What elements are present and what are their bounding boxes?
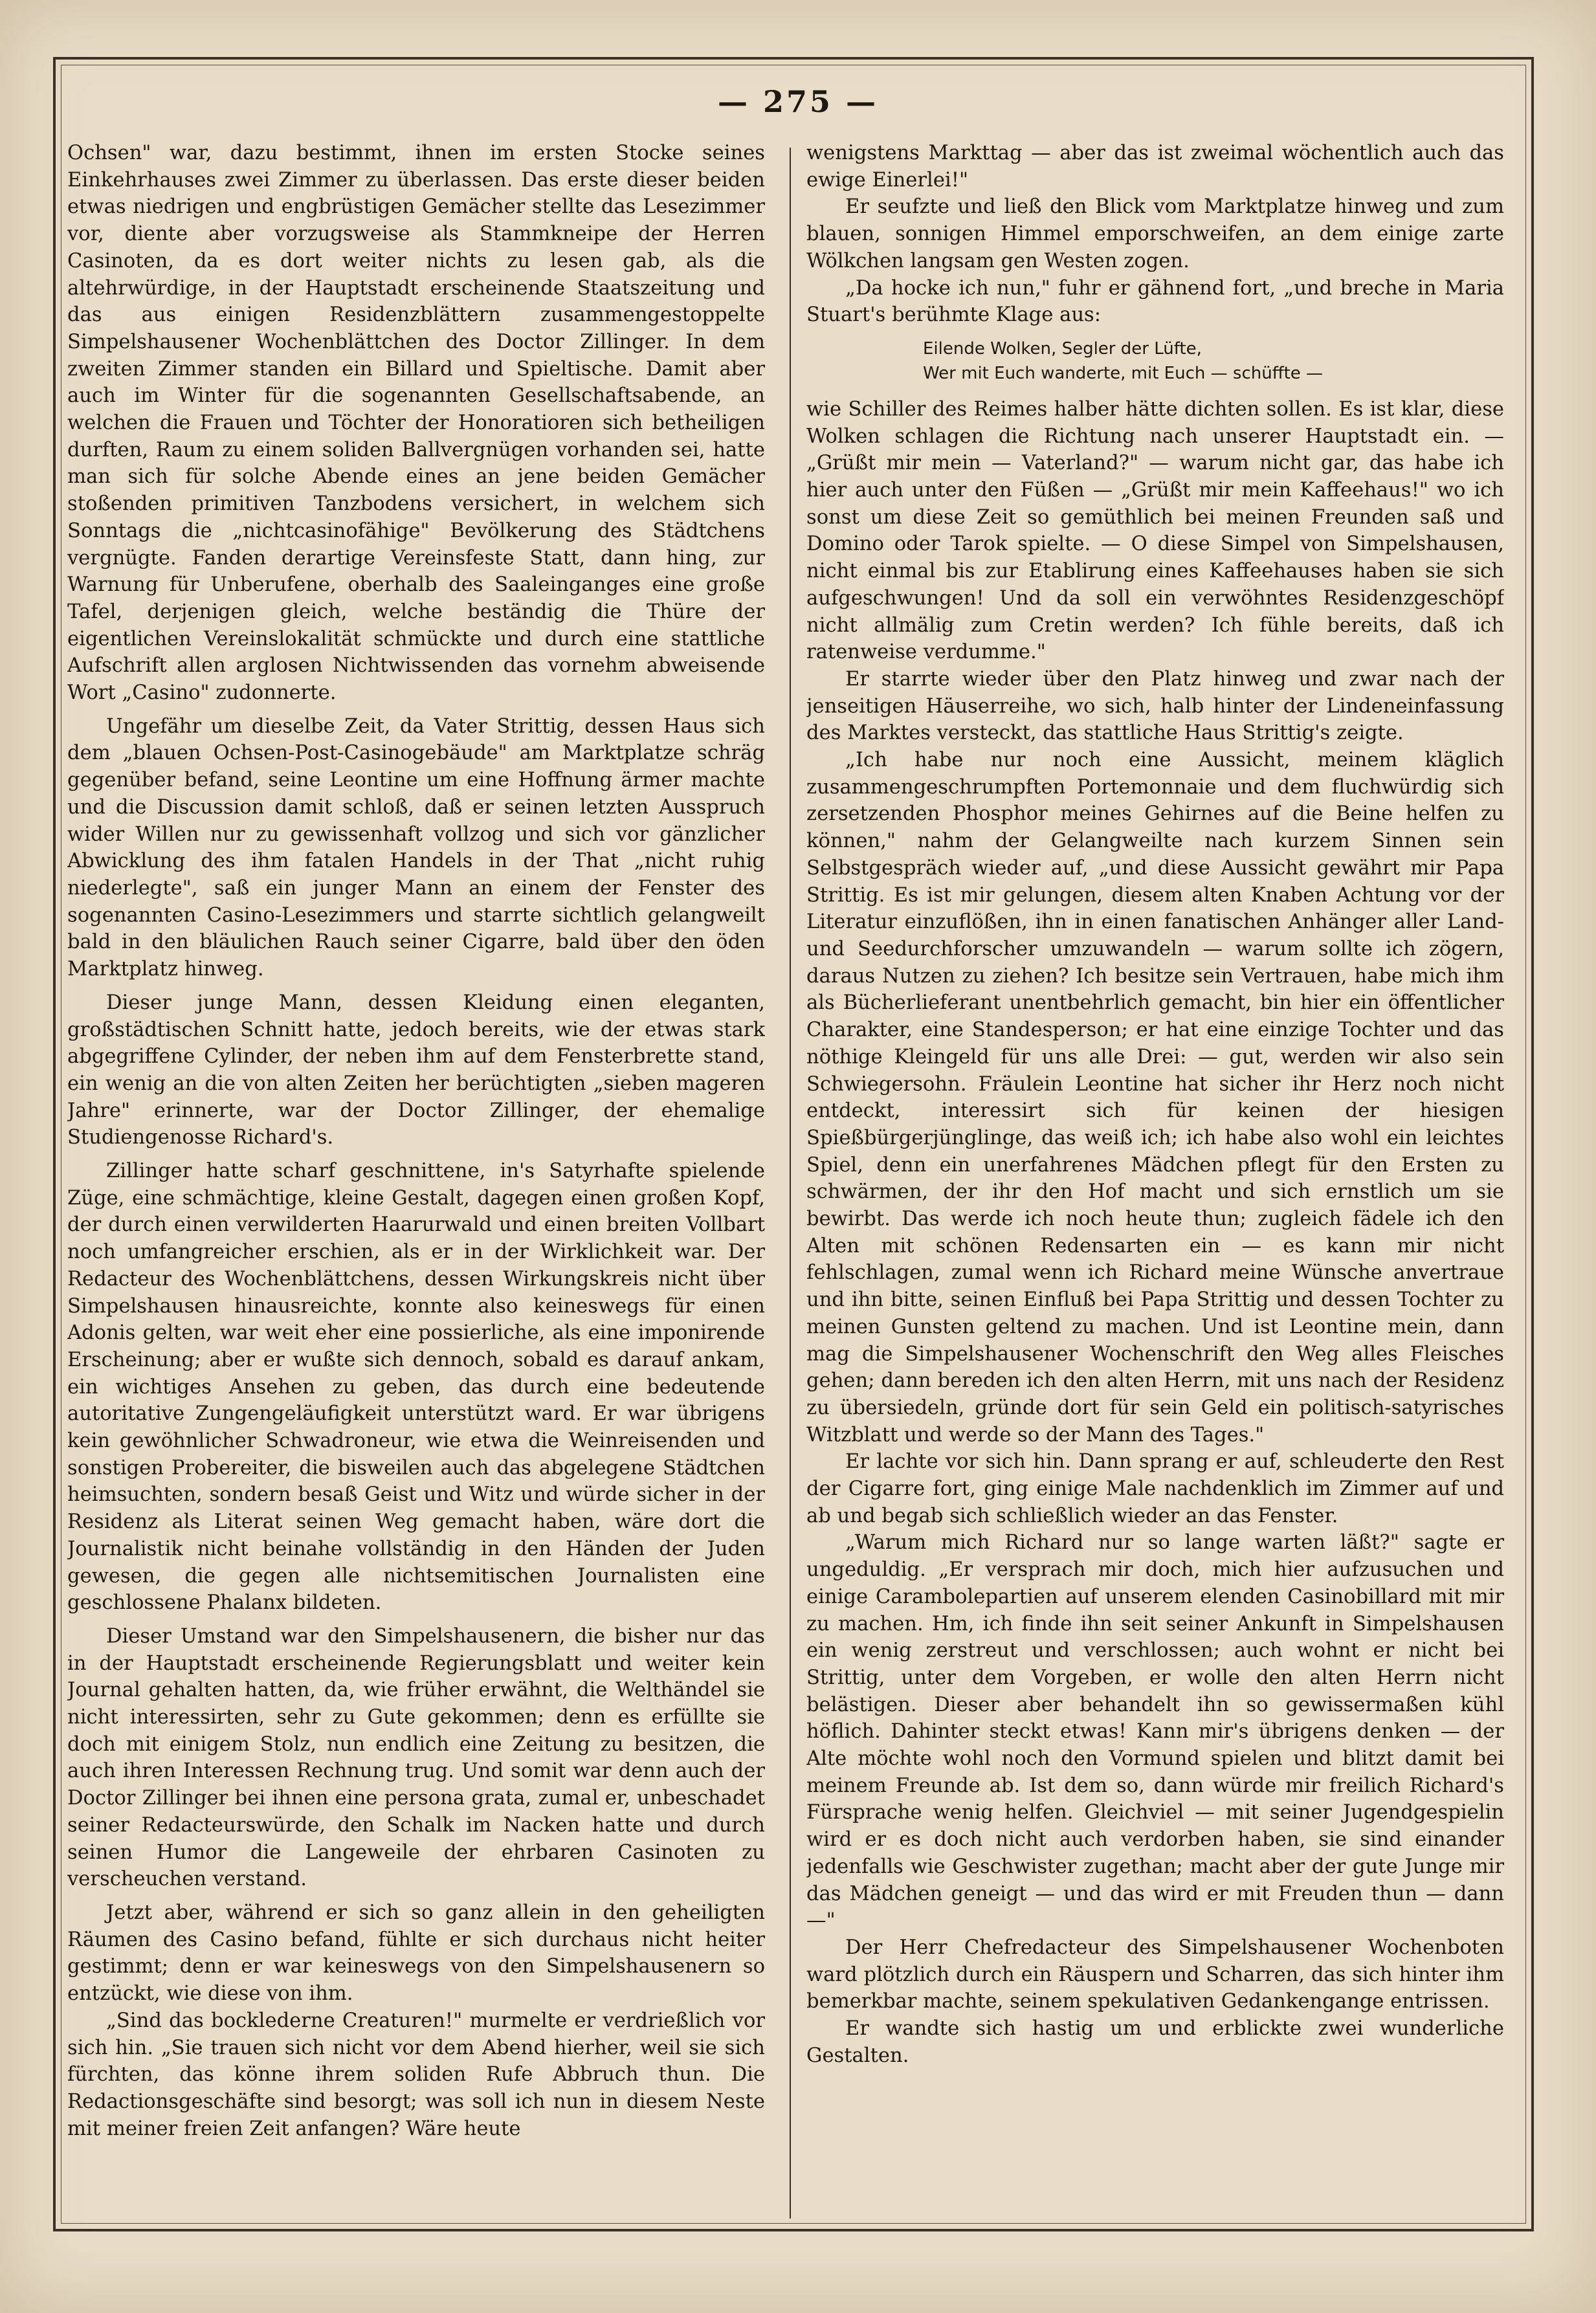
page-number: — 275 — [717,84,879,119]
paragraph: „Ich habe nur noch eine Aussicht, meinem kläglich zusammengeschrumpften Portemonnaie und dem fluchwürdig sich zersetzenden Phosphor meines Gehirnes auf die Beine helfen zu können," nahm der Gelangweilte nach kurzem Sinnen sein Selbstgespräch wieder auf, „und diese Aussicht gewährt mir Papa Strittig. Es ist mir gelungen, diesem alten Knaben Achtung vor der Literatur einzuflößen, ihn in einen fanatischen Anhänger aller Land- und Seedurchforscher umzuwandeln — warum sollte ich zögern, daraus Nutzen zu ziehen? Ich besitze sein Vertrauen, habe mich ihm als Bücherlieferant unentbehrlich gemacht, bin hier ein öffentlicher Charakter, eine Standesperson; er hat eine einzige Tochter und das nöthige Kleingeld für uns alle Drei: — gut, werden wir also sein Schwiegersohn. Fräulein Leontine hat sicher ihr Herz noch nicht entdeckt, interessirt sich für keinen der hiesigen Spießbürgerjünglinge, das weiß ich; ich habe also wohl ein leichtes Spiel, denn ein unerfahrenes Mädchen pflegt für den Ersten zu schwärmen, der ihr den Hof macht und sich ernstlich um sie bewirbt. Das werde ich noch heute thun; zugleich fädele ich den Alten mit schönen Redensarten ein — es kann mir nicht fehlschlagen, zumal wenn ich Richard meine Wünsche anvertraue und ihn bitte, seinen Einfluß bei Papa Strittig und dessen Tochter zu meinen Gunsten geltend zu machen. Und ist Leontine mein, dann mag die Simpelshausener Wochenschrift den Weg alles Fleisches gehen; dann bereden ich den alten Herrn, mit uns nach der Residenz zu übersiedeln, gründe dort für sein Geld ein politisch-satyrisches Witzblatt und werde so der Mann des Tages." [806,749,1504,1446]
verse-quote [923,337,1504,386]
paragraph: Er lachte vor sich hin. Dann sprang er auf, schleuderte den Rest der Cigarre fort, ging einige Male nachdenklich im Zimmer auf und ab und begab sich schließlich wieder an das Fenster. [806,1450,1504,1527]
paragraph: Dieser junge Mann, dessen Kleidung einen eleganten, großstädtischen Schnitt hatte, jedoch bereits, wie der etwas stark abgegriffene Cylinder, der neben ihm auf dem Fensterbrette stand, ein wenig an die von alten Zeiten her berüchtigten „sieben mageren Jahre" erinnerte, war der Doctor Zillinger, der ehemalige Studiengenosse Richard's. [67,991,765,1149]
verse-line: Wer mit Euch wanderte, mit Euch — schüffte — [923,363,1324,383]
paragraph: „Warum mich Richard nur so lange warten läßt?" sagte er ungeduldig. „Er versprach mir doch, mich hier aufzusuchen und einige Carambolepartien auf unserem elenden Casinobillard mit mir zu machen. Hm, ich finde ihn seit seiner Ankunft in Simpelshausen ein wenig zerstreut und verschlossen; auch wohnt er nicht bei Strittig, unter dem Vorgeben, er wolle den alten Herrn nicht belästigen. Dieser aber behandelt ihn so gewissermaßen kühl höflich. Dahinter steckt etwas! Kann mir's übrigens denken — der Alte möchte wohl noch den Vormund spielen und blitzt damit bei meinem Freunde ab. Ist dem so, dann würde mir freilich Richard's Fürsprache wenig helfen. Gleichviel — mit seiner Jugendgespielin wird er es doch nicht auch verdorben haben, sie sind einander jedenfalls wie Geschwister zugethan; macht aber der gute Junge mir das Mädchen geneigt — und das wird er mit Freuden thun — dann —" [806,1531,1504,1932]
paragraph: Dieser Umstand war den Simpelshausenern, die bisher nur das in der Hauptstadt erscheinende Regierungsblatt und weiter kein Journal gehalten hatten, da, wie früher erwähnt, die Welthändel sie nicht interessirten, sehr zu Gute gekommen; denn es erfüllte sie doch mit einigem Stolz, nun endlich eine Zeitung zu besitzen, die auch ihren Interessen Rechnung trug. Und somit war denn auch der Doctor Zillinger bei ihnen eine persona grata, zumal er, unbeschadet seiner Redacteurswürde, den Schalk im Nacken hatte und durch seinen Humor die Langeweile der ehrbaren Casinoten zu verscheuchen verstand. [67,1624,765,1891]
paragraph: Der Herr Chefredacteur des Simpelshausener Wochenboten ward plötzlich durch ein Räuspern und Scharren, das sich hinter ihm bemerkbar machte, seinem spekulativen Gedankengange entrissen. [806,1936,1504,2013]
paragraph: wenigstens Markttag — aber das ist zweimal wöchentlich auch das ewige Einerlei!" [806,142,1504,192]
paragraph: Er starrte wieder über den Platz hinweg und zwar nach der jenseitigen Häuserreihe, wo sich, halb hinter der Lindeneinfassung des Marktes versteckt, das stattliche Haus Strittig's zeigte. [806,667,1504,745]
paragraph: wie Schiller des Reimes halber hätte dichten sollen. Es ist klar, diese Wolken schlagen die Richtung nach unserer Hauptstadt ein. — „Grüßt mir mein — Vaterland?" — warum nicht gar, das habe ich hier auch unter den Füßen — „Grüßt mir mein Kaffeehaus!" wo ich sonst um diese Zeit so gemüthlich bei meinen Freunden saß und Domino oder Tarok spielte. — O diese Simpel von Simpelshausen, nicht einmal bis zur Etablirung eines Kaffeehauses haben sie sich aufgeschwungen! Und da soll ein verwöhntes Residenzgeschöpf nicht allmälig zum Cretin werden? Ich fühle bereits, daß ich ratenweise verdumme." [806,397,1504,664]
paragraph: Er seufzte und ließ den Blick vom Marktplatze hinweg und zum blauen, sonnigen Himmel emporschweifen, an dem einige zarte Wölkchen langsam gen Westen zogen. [806,195,1504,272]
paragraph: „Sind das bocklederne Creaturen!" murmelte er verdrießlich vor sich hin. „Sie trauen sich nicht vor dem Abend hierher, weil sie sich fürchten, das könne ihrem soliden Rufe Abbruch thun. Die Redactionsgeschäfte sind besorgt; was soll ich nun in diesem Neste mit meiner freien Zeit anfangen? Wäre heute [67,2009,765,2140]
paragraph: Ochsen" war, dazu bestimmt, ihnen im ersten Stocke seines Einkehrhauses zwei Zimmer zu überlassen. Das erste dieser beiden etwas niedrigen und engbrüstigen Gemächer stellte das Lesezimmer vor, diente aber vorzugsweise als Stammkneipe der Herren Casinoten, da es dort weiter nichts zu lesen gab, als die altehrwürdige, in der Hauptstadt erscheinende Staatszeitung und das aus einigen Residenzblättern zusammengestoppelte Simpelshausener Wochenblättchen des Doctor Zillinger. In dem zweiten Zimmer standen ein Billard und Spieltische. Damit aber auch im Winter für die sogenannten Gesellschaftsabende, an welchen die Frauen und Töchter der Honoratioren sich betheiligen durften, Raum zu einem soliden Ballvergnügen vorhanden sei, hatte man sich für solche Abende eines an jene beiden Gemächer stoßenden primitiven Tanzbodens versichert, in welchem sich Sonntags die „nichtcasinofähige" Bevölkerung des Städtchens vergnügte. Fanden derartige Vereinsfeste Statt, dann hing, zur Warnung für Unberufene, oberhalb des Saaleinganges eine große Tafel, derjenigen gleich, welche beständig die Thüre der eigentlichen Vereinslokalität schmückte und durch eine stattliche Aufschrift allen arglosen Nichtwissenden das vornehm abweisende Wort „Casino" zudonnerte. [67,142,765,705]
paragraph: Jetzt aber, während er sich so ganz allein in den geheiligten Räumen des Casino befand, fühlte er sich durchaus nicht heiter gestimmt; denn er war keineswegs von den Simpelshausenern so entzückt, wie diese von ihm. [67,1901,765,2006]
verse-line: Eilende Wolken, Segler der Lüfte, [923,338,1202,359]
paragraph: Er wandte sich hastig um und erblickte zwei wunderliche Gestalten. [806,2017,1504,2067]
paragraph: „Da hocke ich nun," fuhr er gähnend fort, „und breche in Maria Stuart's berühmte Klage aus: [806,276,1504,327]
right-column [806,140,1504,2211]
paragraph: Ungefähr um dieselbe Zeit, da Vater Strittig, dessen Haus sich dem „blauen Ochsen-Post-Casinogebäude" am Marktplatze schräg gegenüber befand, seine Leontine um eine Hoffnung ärmer machte und die Discussion damit schloß, daß er seinen letzten Ausspruch wider Willen nur zu gewissenhaft vollzog und sich vor gänzlicher Abwicklung des ihm fatalen Handels in der That „nicht ruhig niederlegte", saß ein junger Mann an einem der Fenster des sogenannten Casino-Lesezimmers und starrte sichtlich gelangweilt bald in den bläulichen Rauch seiner Cigarre, bald über den öden Marktplatz hinweg. [67,714,765,981]
paragraph: Zillinger hatte scharf geschnittene, in's Satyrhafte spielende Züge, eine schmächtige, kleine Gestalt, dagegen einen großen Kopf, der durch einen verwilderten Haarurwald und einen breiten Vollbart noch umfangreicher erschien, als er in der Wirklichkeit war. Der Redacteur des Wochenblättchens, dessen Wirkungskreis nicht über Simpelshausen hinausreichte, konnte also keineswegs für einen Adonis gelten, war weit eher eine possierliche, als eine imponirende Erscheinung; aber er wußte sich dennoch, sobald es darauf ankam, ein wichtiges Ansehen zu geben, das durch eine bedeutende autoritative Zungengeläufigkeit unterstützt ward. Er war übrigens kein gewöhnlicher Schwadroneur, wie etwa die Weinreisenden und sonstigen Probereiter, die bisweilen auch das abgelegene Städtchen heimsuchten, sondern besaß Geist und Witz und würde sicher in der Residenz als Literat seinen Weg gemacht haben, wäre dort die Journalistik nicht beinahe vollständig in den Händen der Juden gewesen, die gegen alle nichtsemitischen Journalisten eine geschlossene Phalanx bildeten. [67,1160,765,1615]
column-divider [790,148,791,2219]
left-column [67,140,765,2211]
